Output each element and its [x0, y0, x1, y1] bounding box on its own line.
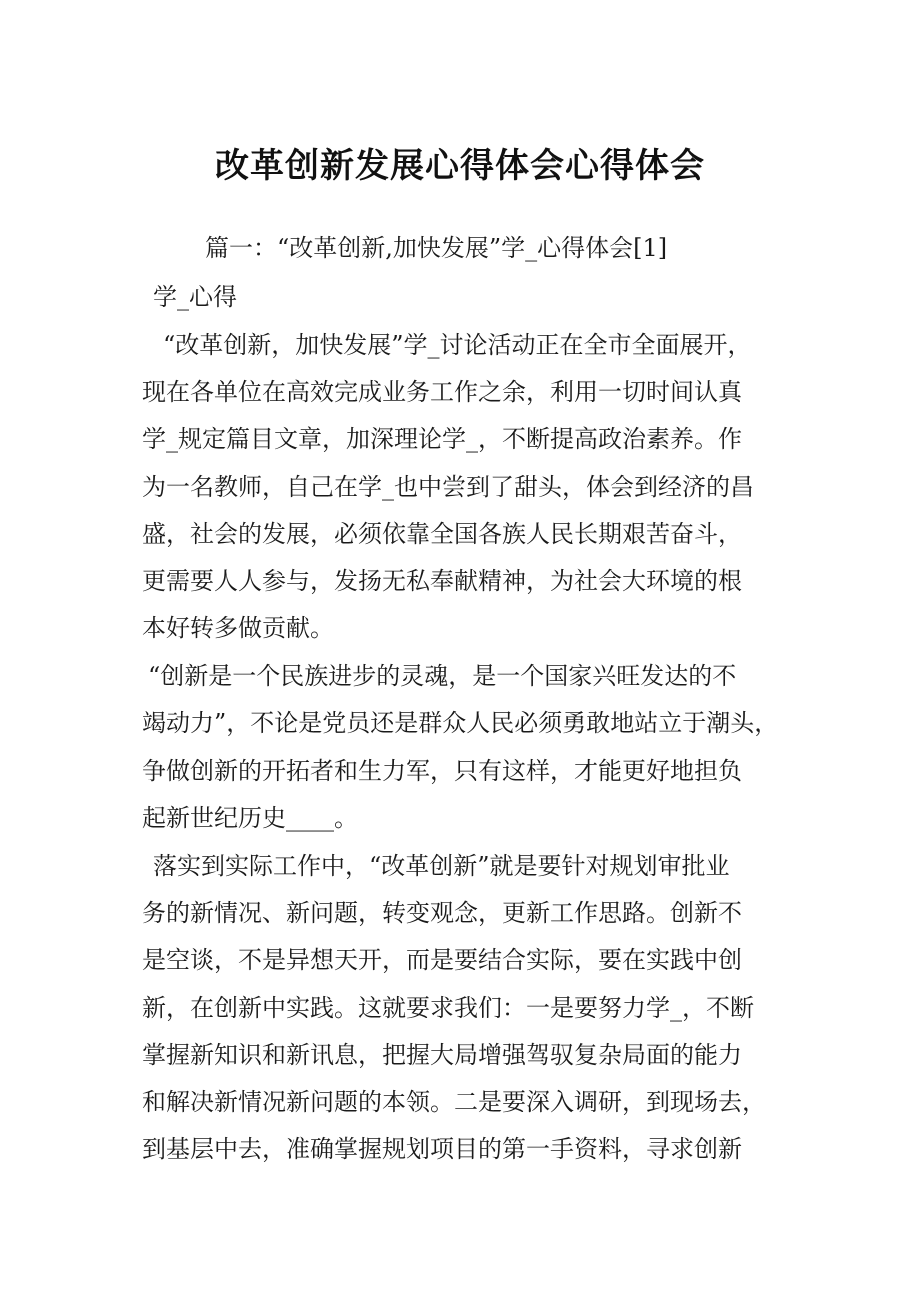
- body-line: 落实到实际工作中，“改革创新”就是要针对规划审批业: [153, 852, 730, 880]
- body-line: 务的新情况、新问题，转变观念，更新工作思路。创新不: [142, 899, 742, 927]
- document-title: 改革创新发展心得体会心得体会: [215, 146, 705, 186]
- section-label: 学_心得: [153, 283, 237, 311]
- body-line: 是空谈，不是异想天开，而是要结合实际，要在实践中创: [142, 946, 742, 974]
- document-subtitle: 篇一：“改革创新,加快发展”学_心得体会[1]: [205, 234, 668, 262]
- body-line: “改革创新，加快发展”学_讨论活动正在全市全面展开，: [163, 331, 752, 359]
- body-line: 新，在创新中实践。这就要求我们：一是要努力学_，不断: [142, 994, 754, 1022]
- body-line: 争做创新的开拓者和生力军，只有这样，才能更好地担负: [142, 757, 742, 785]
- body-line: 为一名教师，自己在学_也中尝到了甜头，体会到经济的昌: [142, 473, 754, 501]
- body-line: 起新世纪历史____。: [142, 804, 358, 832]
- body-line: 盛，社会的发展，必须依靠全国各族人民长期艰苦奋斗，: [142, 520, 742, 548]
- body-line: “创新是一个民族进步的灵魂，是一个国家兴旺发达的不: [148, 662, 737, 690]
- body-line: 和解决新情况新问题的本领。二是要深入调研，到现场去，: [142, 1088, 766, 1116]
- body-line: 更需要人人参与，发扬无私奉献精神，为社会大环境的根: [142, 567, 742, 595]
- body-line: 掌握新知识和新讯息，把握大局增强驾驭复杂局面的能力: [142, 1041, 742, 1069]
- body-line: 竭动力”，不论是党员还是群众人民必须勇敢地站立于潮头，: [142, 709, 779, 737]
- body-line: 学_规定篇目文章，加深理论学_，不断提高政治素养。作: [142, 425, 742, 453]
- body-line: 本好转多做贡献。: [142, 614, 334, 642]
- body-line: 现在各单位在高效完成业务工作之余，利用一切时间认真: [142, 378, 742, 406]
- body-line: 到基层中去，准确掌握规划项目的第一手资料，寻求创新: [142, 1135, 742, 1163]
